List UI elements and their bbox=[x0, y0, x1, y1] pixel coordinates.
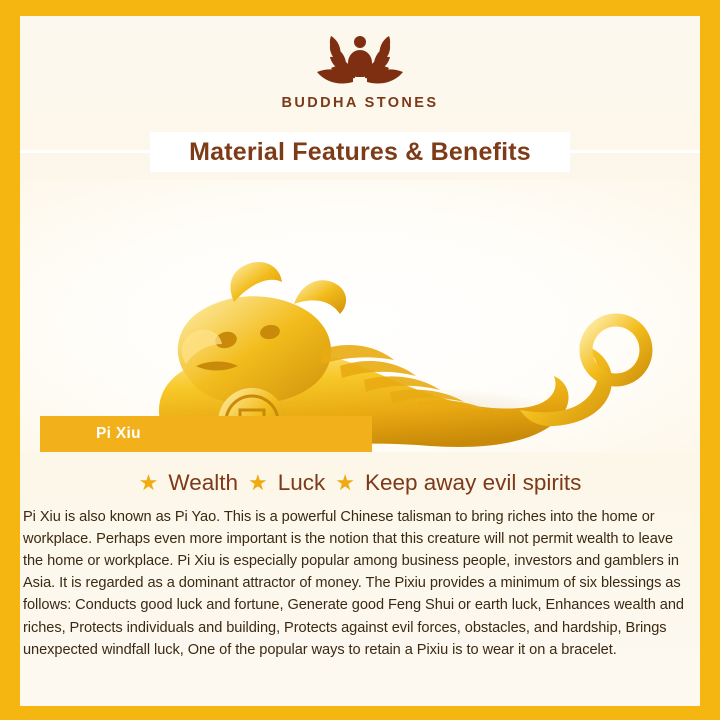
star-icon: ★ bbox=[248, 470, 268, 495]
pixiu-illustration bbox=[20, 180, 700, 452]
hero-image bbox=[20, 180, 700, 452]
product-label-chip bbox=[40, 416, 372, 452]
benefit-item-wealth: Wealth bbox=[168, 470, 238, 495]
page-title-text: Material Features & Benefits bbox=[189, 137, 531, 166]
title-rule-right bbox=[568, 150, 700, 153]
frame-right-bar bbox=[700, 0, 720, 720]
frame-left-bar bbox=[0, 0, 20, 720]
frame-top-bar bbox=[0, 0, 720, 16]
brand-name: BUDDHA STONES bbox=[281, 95, 439, 111]
benefits-headline bbox=[20, 470, 700, 496]
product-label-text: Pi Xiu bbox=[96, 425, 141, 442]
benefit-item-luck: Luck bbox=[277, 470, 326, 495]
title-rule-left bbox=[20, 150, 152, 153]
star-icon: ★ bbox=[335, 470, 355, 495]
star-icon: ★ bbox=[138, 470, 159, 495]
benefit-item-protection: Keep away evil spirits bbox=[365, 470, 582, 495]
description-paragraph: Pi Xiu is also known as Pi Yao. This is a powerful Chinese talisman to bring riches into the home or workplace. Perhaps even more important is the notion that this creature will not permit wealth to leave the home or workplace. Pi Xiu is especially popular among business people, investors and gamblers in Asia. It is regarded as a dominant attractor of money. The Pixiu provides a minimum of six blessings as follows: Conducts good luck and fortune, Generate good Feng Shui or earth luck, Enhances wealth and riches, Protects individuals and building, Protects against evil forces, obstacles, and hardship, Brings unexpected windfall luck, One of the popular ways to retain a Pixiu is to wear it on a bracelet. bbox=[23, 509, 684, 658]
lotus-meditation-icon bbox=[285, 28, 435, 90]
brand-header bbox=[20, 16, 700, 128]
frame-bottom-bar bbox=[0, 706, 720, 720]
page-title bbox=[150, 132, 570, 172]
